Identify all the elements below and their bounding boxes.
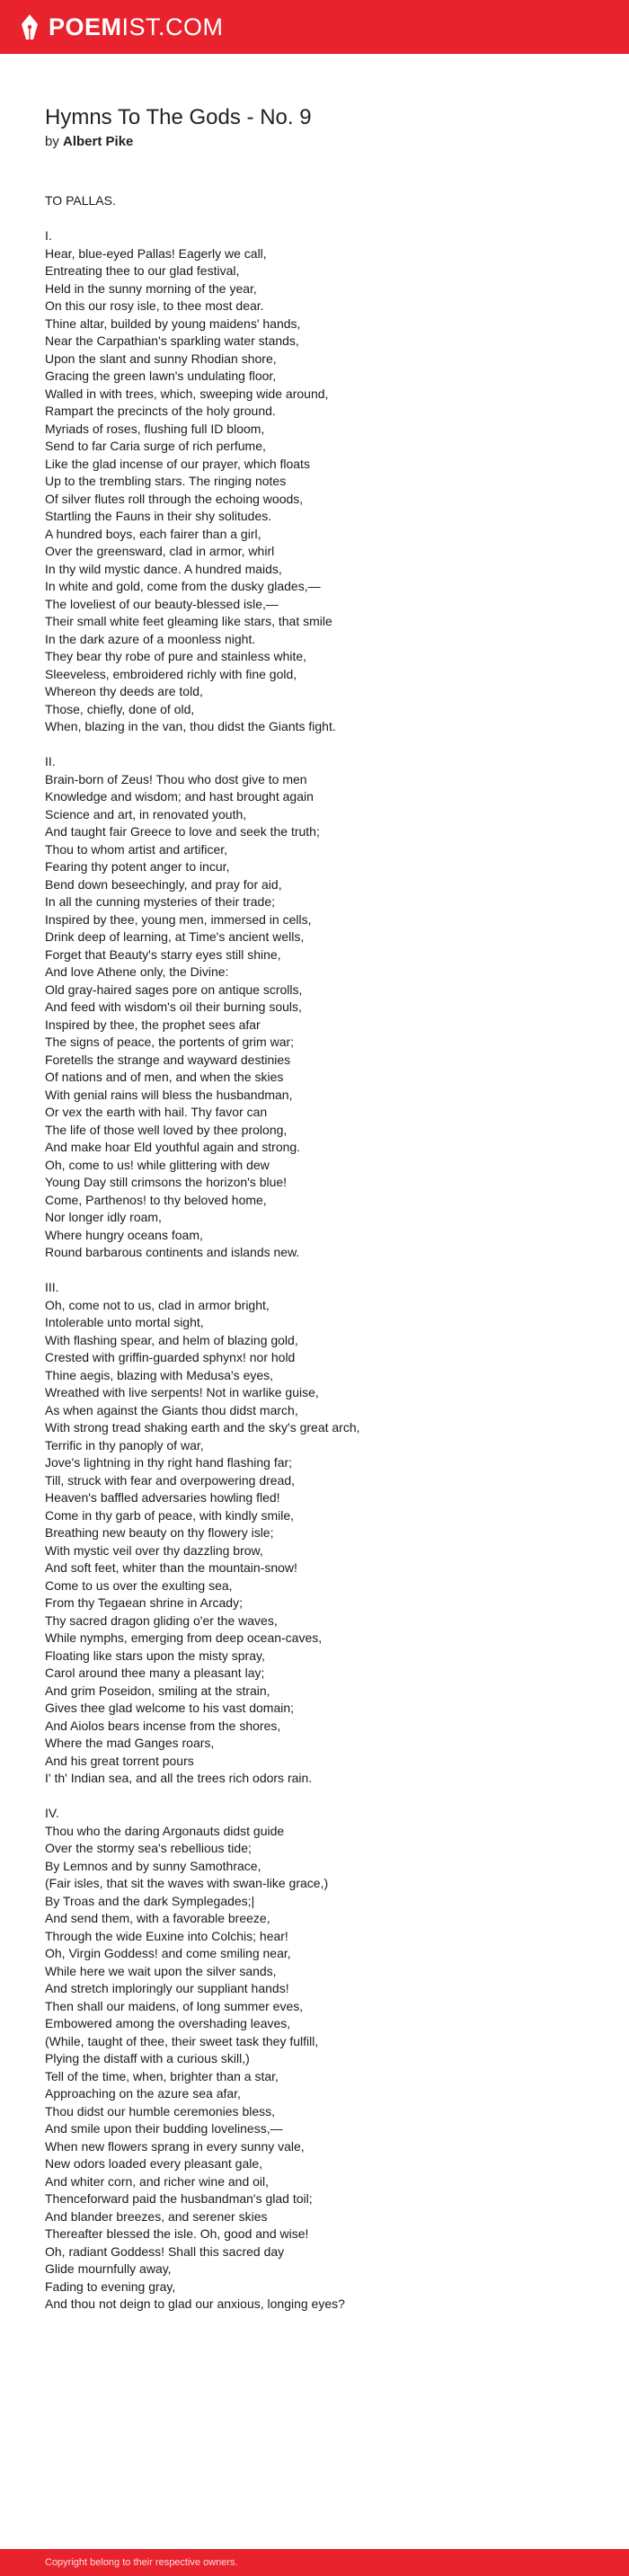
poem-line: Whereon thy deeds are told, — [45, 684, 203, 698]
poem-line: In thy wild mystic dance. A hundred maids, — [45, 561, 282, 576]
poem-title: Hymns To The Gods - No. 9 — [45, 105, 312, 129]
poem-line: New odors loaded every pleasant gale, — [45, 2156, 263, 2171]
poem-line: Young Day still crimsons the horizon's blue! — [45, 1175, 288, 1189]
poem-line: Tell of the time, when, brighter than a star, — [45, 2068, 279, 2083]
poem-line: Brain-born of Zeus! Thou who dost give to men — [45, 771, 307, 786]
poem-line: Drink deep of learning, at Time's ancient wells, — [45, 929, 305, 944]
poem-line: Foretells the strange and wayward destinies — [45, 1052, 291, 1067]
poem-line: And make hoar Eld youthful again and strong. — [45, 1140, 301, 1154]
stanza-break — [45, 210, 602, 228]
poem-line: From thy Tegaean shrine in Arcady; — [45, 1595, 243, 1610]
poem-line: Science and art, in renovated youth, — [45, 806, 247, 822]
poem-author-link[interactable]: Albert Pike — [63, 134, 134, 149]
poem-line: IV. — [45, 1806, 59, 1820]
poem-line: Glide mournfully away, — [45, 2261, 172, 2276]
poem-line: They bear thy robe of pure and stainless white, — [45, 649, 307, 663]
poem-line: A hundred boys, each fairer than a girl, — [45, 526, 261, 541]
poem-line: II. — [45, 754, 56, 768]
poem-line: Floating like stars upon the misty spray, — [45, 1648, 265, 1663]
poem-line: Their small white feet gleaming like stars, that smile — [45, 614, 332, 628]
poem-line: With genial rains will bless the husbandman, — [45, 1087, 293, 1102]
poem-line: Fearing thy potent anger to incur, — [45, 859, 230, 874]
poem-line: Embowered among the overshading leaves, — [45, 2016, 291, 2030]
poem-line: In white and gold, come from the dusky glades,— — [45, 579, 321, 593]
poem-line: Rampart the precincts of the holy ground. — [45, 404, 276, 418]
poem-line: On this our rosy isle, to thee most dear. — [45, 298, 264, 313]
poem-line: Old gray-haired sages pore on antique scrolls, — [45, 982, 303, 997]
poem-line: And blander breezes, and serener skies — [45, 2208, 268, 2224]
poem-line: I' th' Indian sea, and all the trees rich odors rain. — [45, 1771, 313, 1785]
poem-line: Myriads of roses, flushing full ID bloom, — [45, 421, 265, 436]
copyright-notice: Copyright belong to their respective owners. — [45, 2557, 238, 2568]
poem-line: And stretch imploringly our suppliant hands! — [45, 1981, 289, 1995]
poem-line: Gracing the green lawn's undulating floor, — [45, 369, 277, 383]
stanza-break — [45, 1262, 602, 1280]
poem-line: While here we wait upon the silver sands, — [45, 1963, 277, 1978]
poem-line: When new flowers sprang in every sunny vale, — [45, 2138, 305, 2154]
poem-line: Thenceforward paid the husbandman's glad toil; — [45, 2191, 313, 2206]
poem-line: Come to us over the exulting sea, — [45, 1577, 233, 1593]
poem-line: With flashing spear, and helm of blazing gold, — [45, 1332, 298, 1347]
poem-line: Terrific in thy panoply of war, — [45, 1437, 204, 1452]
poem-line: Of nations and of men, and when the skies — [45, 1070, 284, 1084]
poem-line: Wreathed with live serpents! Not in warlike guise, — [45, 1385, 319, 1399]
site-header — [0, 0, 629, 54]
poem-line: Up to the trembling stars. The ringing notes — [45, 474, 287, 488]
pen-nib-icon — [20, 13, 40, 40]
poem-line: Inspired by thee, young men, immersed in cells, — [45, 911, 312, 927]
poem-line: With mystic veil over thy dazzling brow, — [45, 1542, 263, 1558]
poem-line: Send to far Caria surge of rich perfume, — [45, 439, 266, 453]
poem-line: Approaching on the azure sea afar, — [45, 2086, 241, 2101]
poem-line: Oh, come not to us, clad in armor bright, — [45, 1297, 270, 1312]
poem-line: Startling the Fauns in their shy solitudes. — [45, 509, 272, 523]
poem-line: And his great torrent pours — [45, 1753, 194, 1768]
poem-line: Thou to whom artist and artificer, — [45, 841, 228, 857]
poem-line: Entreating thee to our glad festival, — [45, 263, 240, 278]
poem-line: Through the wide Euxine into Colchis; hear! — [45, 1928, 288, 1943]
poem-line: By Lemnos and by sunny Samothrace, — [45, 1858, 261, 1873]
stanza-break — [45, 1788, 602, 1806]
poem-line: The life of those well loved by thee prolong, — [45, 1122, 288, 1137]
poem-line: I. — [45, 228, 52, 243]
poem-line: Breathing new beauty on thy flowery isle; — [45, 1525, 274, 1540]
poem-line: Plying the distaff with a curious skill,) — [45, 2051, 250, 2065]
poem-line: Intolerable unto mortal sight, — [45, 1315, 204, 1329]
logo-text-light: IST.COM — [121, 13, 224, 40]
poem-line: Round barbarous continents and islands new. — [45, 1245, 300, 1259]
poem-line: With strong tread shaking earth and the sky's great arch, — [45, 1420, 360, 1435]
poem-line: Thy sacred dragon gliding o'er the waves, — [45, 1612, 278, 1628]
poem-line: Those, chiefly, done of old, — [45, 701, 195, 716]
poem-line: Thereafter blessed the isle. Oh, good and wise! — [45, 2226, 309, 2241]
logo-text — [49, 13, 224, 41]
poem-line: Thou didst our humble ceremonies bless, — [45, 2103, 276, 2119]
poem-line: Nor longer idly roam, — [45, 1210, 162, 1224]
poem-line: Come in thy garb of peace, with kindly smile, — [45, 1507, 295, 1523]
poem-line: Where hungry oceans foam, — [45, 1227, 203, 1242]
poem-line: Heaven's baffled adversaries howling fled! — [45, 1490, 280, 1505]
poem-line: And grim Poseidon, smiling at the strain, — [45, 1683, 270, 1698]
poem-line: The loveliest of our beauty-blessed isle,— — [45, 596, 279, 611]
poem-line: Gives thee glad welcome to his vast domain; — [45, 1701, 295, 1715]
poem-line: Hear, blue-eyed Pallas! Eagerly we call, — [45, 245, 267, 261]
poem-line: TO PALLAS. — [45, 193, 116, 208]
poem-line: Thou who the daring Argonauts didst guide — [45, 1823, 285, 1838]
poem-line: Over the greensward, clad in armor, whirl — [45, 544, 275, 558]
poem-line: Walled in with trees, which, sweeping wide around, — [45, 386, 329, 401]
poem-line: And soft feet, whiter than the mountain-snow! — [45, 1560, 297, 1575]
poem-line: And thou not deign to glad our anxious, longing eyes? — [45, 2296, 345, 2311]
poem-line: Or vex the earth with hail. Thy favor can — [45, 1105, 268, 1119]
poem-line: And smile upon their budding loveliness,— — [45, 2121, 283, 2136]
poem-line: (Fair isles, that sit the waves with swan-like grace,) — [45, 1876, 329, 1890]
poem-line: In the dark azure of a moonless night. — [45, 631, 256, 646]
poem-line: When, blazing in the van, thou didst the Giants fight. — [45, 719, 336, 733]
poem-line: And Aiolos bears incense from the shores, — [45, 1718, 281, 1733]
poem-line: Crested with griffin-guarded sphynx! nor hold — [45, 1350, 296, 1364]
poem-content — [45, 104, 602, 2314]
poem-body — [45, 192, 602, 2314]
poem-line: Oh, Virgin Goddess! and come smiling near, — [45, 1946, 291, 1960]
logo-text-bold: POEM — [49, 13, 122, 40]
stanza-break — [45, 736, 602, 754]
poem-line: Of silver flutes roll through the echoing woods, — [45, 491, 304, 506]
poem-line: While nymphs, emerging from deep ocean-caves, — [45, 1630, 323, 1645]
poem-line: (While, taught of thee, their sweet task they fulfill, — [45, 2033, 319, 2048]
poem-line: Carol around thee many a pleasant lay; — [45, 1666, 265, 1680]
poem-line: Till, struck with fear and overpowering dread, — [45, 1472, 296, 1488]
poem-line: And feed with wisdom's oil their burning souls, — [45, 999, 302, 1014]
poem-line: Thine aegis, blazing with Medusa's eyes, — [45, 1367, 274, 1382]
poem-byline — [45, 133, 602, 151]
poem-line: Like the glad incense of our prayer, which floats — [45, 456, 310, 471]
poem-line: Oh, come to us! while glittering with dew — [45, 1157, 270, 1172]
poem-line: And send them, with a favorable breeze, — [45, 1911, 270, 1925]
poem-line: Near the Carpathian's sparkling water stands, — [45, 333, 299, 348]
poem-line: Jove's lightning in thy right hand flashing far; — [45, 1455, 293, 1470]
poem-line: Fading to evening gray, — [45, 2278, 176, 2294]
poem-line: By Troas and the dark Symplegades;| — [45, 1893, 255, 1908]
poem-line: Held in the sunny morning of the year, — [45, 280, 257, 296]
poem-line: Then shall our maidens, of long summer eves, — [45, 1998, 304, 2013]
poem-line: And taught fair Greece to love and seek the truth; — [45, 824, 320, 839]
poem-line: Knowledge and wisdom; and hast brought again — [45, 789, 314, 804]
poem-line: Where the mad Ganges roars, — [45, 1736, 215, 1750]
poem-line: Over the stormy sea's rebellious tide; — [45, 1841, 252, 1855]
poem-line: Forget that Beauty's starry eyes still shine, — [45, 946, 281, 962]
byline-prefix: by — [45, 134, 64, 149]
site-logo[interactable] — [20, 13, 224, 41]
poem-line: And whiter corn, and richer wine and oil, — [45, 2173, 270, 2189]
poem-line: Sleeveless, embroidered richly with fine gold, — [45, 666, 297, 681]
poem-line: Come, Parthenos! to thy beloved home, — [45, 1192, 267, 1207]
poem-line: Upon the slant and sunny Rhodian shore, — [45, 351, 277, 366]
poem-line: As when against the Giants thou didst march, — [45, 1402, 298, 1417]
poem-line: In all the cunning mysteries of their trade; — [45, 894, 276, 909]
poem-line: III. — [45, 1280, 59, 1294]
poem-line: Oh, radiant Goddess! Shall this sacred day — [45, 2243, 285, 2259]
poem-line: The signs of peace, the portents of grim war; — [45, 1035, 295, 1049]
poem-line: Bend down beseechingly, and pray for aid, — [45, 876, 282, 892]
poem-line: Inspired by thee, the prophet sees afar — [45, 1017, 261, 1032]
poem-line: And love Athene only, the Divine: — [45, 964, 229, 979]
site-footer — [0, 2549, 629, 2576]
poem-line: Thine altar, builded by young maidens' hands, — [45, 315, 301, 331]
